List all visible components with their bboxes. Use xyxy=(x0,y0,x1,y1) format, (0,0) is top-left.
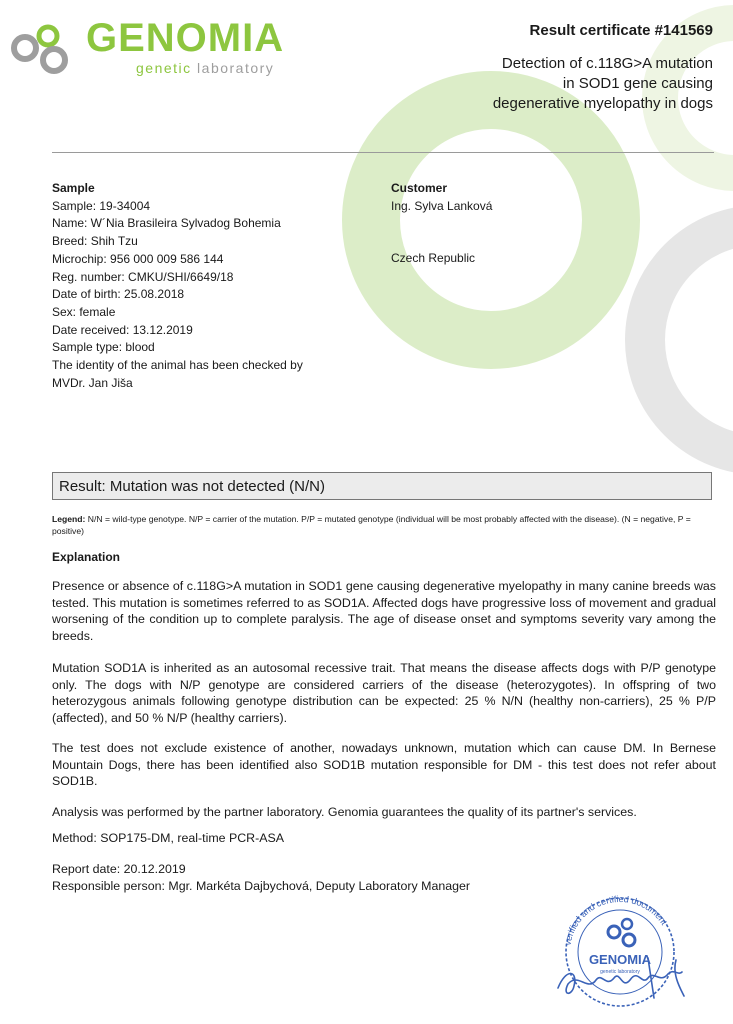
stamp-sub: genetic laboratory xyxy=(600,969,640,975)
result-text: Result: Mutation was not detected (N/N) xyxy=(59,478,325,495)
genomia-logo-icon xyxy=(10,18,80,74)
sample-line: Date of birth: 25.08.2018 xyxy=(52,287,185,302)
stamp-ring-text: verified and certified document xyxy=(562,893,670,947)
sample-line: MVDr. Jan Jiša xyxy=(52,375,133,390)
header-divider xyxy=(52,152,714,153)
explanation-paragraph: The test does not exclude existence of another, nowadays unknown, mutation which can cause DM. In Bernese Mountain Dogs, there has been identified also SOD1B mutation responsible for DM - this test does not refer about SOD1B. xyxy=(52,741,716,789)
sample-line: Date received: 13.12.2019 xyxy=(52,322,193,337)
legend-label: Legend: xyxy=(52,514,86,524)
sample-line: Sex: female xyxy=(52,304,116,319)
stamp-brand: GENOMIA xyxy=(588,952,652,967)
tagline-laboratory: laboratory xyxy=(191,60,275,76)
sample-heading: Sample xyxy=(52,181,95,195)
responsible-person: Responsible person: Mgr. Markéta Dajbychová, Deputy Laboratory Manager xyxy=(52,878,471,893)
sample-line: Name: W´Nia Brasileira Sylvadog Bohemia xyxy=(52,216,281,231)
customer-country: Czech Republic xyxy=(391,251,476,266)
brand-tagline xyxy=(136,60,274,76)
customer-info xyxy=(391,180,492,268)
explanation-paragraph: Presence or absence of c.118G>A mutation in SOD1 gene causing degenerative myelopathy in many canine breeds was tested. This mutation is sometimes referred to as SOD1A. Affected dogs have progressive loss of movement and gradual worsening of the condition up to complete paralysis. The age of disease onset and symptoms severity vary among the breeds. xyxy=(52,579,716,643)
customer-heading: Customer xyxy=(391,181,448,195)
subject-line-1: Detection of c.118G>A mutation xyxy=(501,55,713,72)
subject-line-3: degenerative myelopathy in dogs xyxy=(492,95,713,112)
result-box xyxy=(52,472,712,500)
sample-line: Breed: Shih Tzu xyxy=(52,234,138,249)
certificate-number: Result certificate #141569 xyxy=(529,22,713,39)
certification-stamp xyxy=(548,888,698,1008)
sample-line: Reg. number: CMKU/SHI/6649/18 xyxy=(52,269,234,284)
sample-line: Sample type: blood xyxy=(52,340,155,355)
sample-line: Microchip: 956 000 009 586 144 xyxy=(52,251,224,266)
sample-line: Sample: 19-34004 xyxy=(52,198,151,213)
explanation-paragraph: Analysis was performed by the partner laboratory. Genomia guarantees the quality of its partner's services. xyxy=(52,805,637,819)
customer-name: Ing. Sylva Lanková xyxy=(391,198,493,213)
subject-line-2: in SOD1 gene causing xyxy=(562,75,713,92)
legend-text: N/N = wild-type genotype. N/P = carrier of the mutation. P/P = mutated genotype (individual will be most probably affected with the disease). (N = negative, P = positive) xyxy=(52,514,691,536)
brand-name: GENOMIA xyxy=(86,16,285,60)
method-line: Method: SOP175-DM, real-time PCR-ASA xyxy=(52,831,285,845)
company-logo xyxy=(10,16,330,76)
explanation-paragraph: Mutation SOD1A is inherited as an autosomal recessive trait. That means the disease affects dogs with P/P genotype only. The dogs with N/P genotype are considered carriers of the disease (heterozygotes). In offspring of two heterozygous animals following genotype distribution can be expected: 25 % N/N (healthy non-carriers), 25 % P/P (affected), and 50 % N/P (healthy carriers). xyxy=(52,661,716,725)
gray-ring xyxy=(645,225,733,455)
explanation-heading: Explanation xyxy=(52,550,121,564)
tagline-genetic: genetic xyxy=(136,60,192,76)
sample-info xyxy=(52,180,303,392)
certificate-subject xyxy=(433,54,713,114)
stamp-logo-icon xyxy=(608,919,635,946)
report-date: Report date: 20.12.2019 xyxy=(52,862,186,876)
sample-line: The identity of the animal has been checked by xyxy=(52,358,303,373)
legend xyxy=(52,514,712,537)
